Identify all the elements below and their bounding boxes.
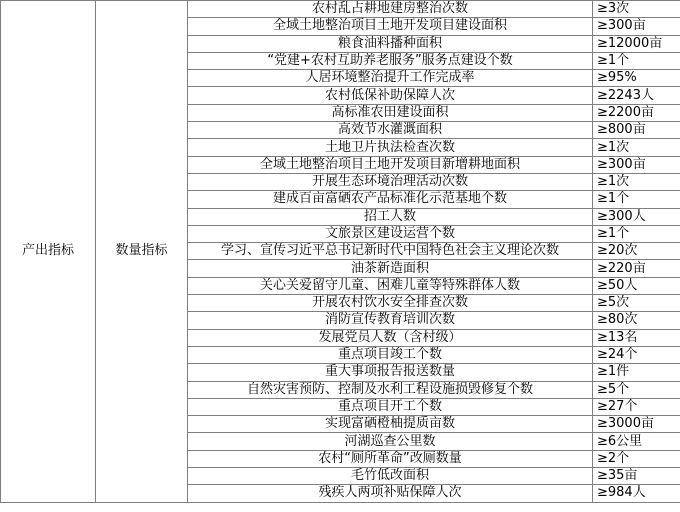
- target-value-cell: ≥800亩: [593, 122, 680, 139]
- indicator-cell: 消防宣传教育培训次数: [188, 312, 593, 329]
- target-value-cell: ≥3次: [593, 1, 680, 18]
- target-value-cell: ≥300亩: [593, 156, 680, 173]
- target-value-cell: ≥1个: [593, 52, 680, 69]
- target-value-cell: ≥5个: [593, 381, 680, 398]
- target-value-cell: ≥3000亩: [593, 416, 680, 433]
- target-value-cell: ≥12000亩: [593, 35, 680, 52]
- indicator-cell: 关心关爱留守儿童、困难儿童等特殊群体人数: [188, 277, 593, 294]
- target-value-cell: ≥6公里: [593, 433, 680, 450]
- target-value-cell: ≥1次: [593, 139, 680, 156]
- target-value-cell: ≥984人: [593, 485, 680, 502]
- target-value-cell: ≥24个: [593, 346, 680, 363]
- indicator-cell: 河湖巡查公里数: [188, 433, 593, 450]
- indicator-cell: 全域土地整治项目土地开发项目新增耕地面积: [188, 156, 593, 173]
- indicator-cell: 粮食油料播种面积: [188, 35, 593, 52]
- indicator-cell: 发展党员人数（含村级）: [188, 329, 593, 346]
- indicator-cell: 学习、宣传习近平总书记新时代中国特色社会主义理论次数: [188, 243, 593, 260]
- target-value-cell: ≥1个: [593, 191, 680, 208]
- target-value-cell: ≥220亩: [593, 260, 680, 277]
- target-value-cell: ≥27个: [593, 398, 680, 415]
- indicator-cell: 开展生态环境治理活动次数: [188, 173, 593, 190]
- target-value-cell: ≥35亩: [593, 468, 680, 485]
- indicator-cell: 重大事项报告报送数量: [188, 364, 593, 381]
- indicator-cell: 农村乱占耕地建房整治次数: [188, 1, 593, 18]
- category-level2-cell: 数量指标: [96, 1, 188, 503]
- target-value-cell: ≥80次: [593, 312, 680, 329]
- indicator-table-body: [1, 1, 680, 503]
- table-row: [1, 1, 680, 18]
- target-value-cell: ≥1次: [593, 173, 680, 190]
- indicator-cell: “党建+农村互助养老服务”服务点建设个数: [188, 52, 593, 69]
- indicator-cell: 高效节水灌溉面积: [188, 122, 593, 139]
- indicator-cell: 农村“厕所革命”改厕数量: [188, 450, 593, 467]
- target-value-cell: ≥20次: [593, 243, 680, 260]
- category-level1-cell: 产出指标: [1, 1, 96, 503]
- indicator-cell: 实现富硒橙柚提质亩数: [188, 416, 593, 433]
- target-value-cell: ≥2200亩: [593, 104, 680, 121]
- indicator-cell: 文旅景区建设运营个数: [188, 225, 593, 242]
- indicator-cell: 人居环境整治提升工作完成率: [188, 70, 593, 87]
- indicator-cell: 重点项目开工个数: [188, 398, 593, 415]
- indicator-cell: 土地卫片执法检查次数: [188, 139, 593, 156]
- indicator-cell: 招工人数: [188, 208, 593, 225]
- target-value-cell: ≥2个: [593, 450, 680, 467]
- indicator-cell: 建成百亩富硒农产品标准化示范基地个数: [188, 191, 593, 208]
- indicator-cell: 毛竹低改面积: [188, 468, 593, 485]
- indicator-cell: 开展农村饮水安全排查次数: [188, 295, 593, 312]
- target-value-cell: ≥13名: [593, 329, 680, 346]
- indicator-cell: 全域土地整治项目土地开发项目建设面积: [188, 18, 593, 35]
- indicator-cell: 残疾人两项补贴保障人次: [188, 485, 593, 502]
- target-value-cell: ≥50人: [593, 277, 680, 294]
- indicator-cell: 农村低保补助保障人次: [188, 87, 593, 104]
- target-value-cell: ≥1件: [593, 364, 680, 381]
- indicator-cell: 自然灾害预防、控制及水利工程设施损毁修复个数: [188, 381, 593, 398]
- target-value-cell: ≥5次: [593, 295, 680, 312]
- indicator-cell: 重点项目竣工个数: [188, 346, 593, 363]
- target-value-cell: ≥300亩: [593, 18, 680, 35]
- indicator-cell: 高标准农田建设面积: [188, 104, 593, 121]
- target-value-cell: ≥1个: [593, 225, 680, 242]
- target-value-cell: ≥300人: [593, 208, 680, 225]
- target-value-cell: ≥95%: [593, 70, 680, 87]
- indicator-cell: 油茶新造面积: [188, 260, 593, 277]
- target-value-cell: ≥2243人: [593, 87, 680, 104]
